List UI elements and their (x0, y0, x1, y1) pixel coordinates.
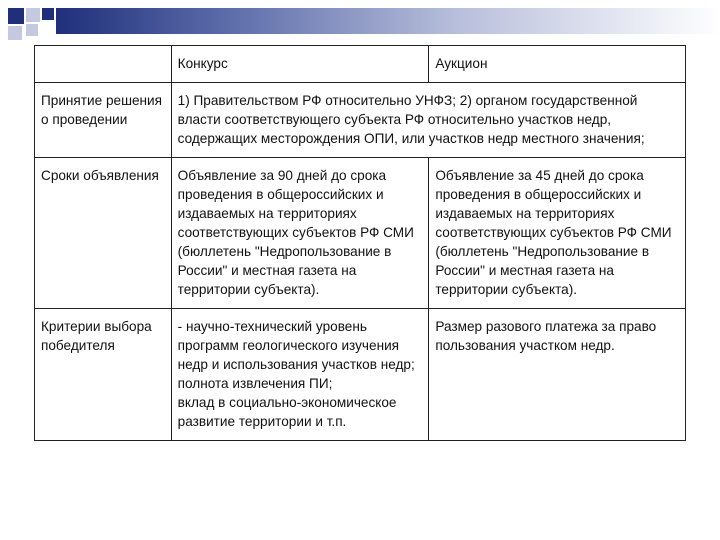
konkurs-cell (171, 309, 429, 441)
row-label: Критерии выбора победителя (35, 309, 172, 441)
auktsion-cell: Объявление за 45 дней до срока проведения в общероссийских и издаваемых на территориях соответствующих субъектов РФ СМИ (бюллетень "Недропользование в России" и местная газета на территории субъекта). (429, 158, 686, 309)
header-cell-empty (35, 46, 172, 83)
row-label: Принятие решения о проведении (35, 83, 172, 158)
criteria-item: полнота извлечения ПИ; (177, 376, 333, 391)
comparison-table (34, 45, 686, 441)
header-cell-konkurs: Конкурс (171, 46, 429, 83)
criteria-item: - научно-технический уровень программ геологического изучения недр и использования участков недр; (177, 319, 415, 372)
decor-square (8, 8, 24, 24)
slide-header-decoration (0, 0, 720, 48)
auktsion-cell: Размер разового платежа за право пользования участком недр. (429, 309, 686, 441)
table-row (35, 309, 686, 441)
decor-square (8, 26, 22, 40)
merged-cell: 1) Правительством РФ относительно УНФЗ; 2) органом государственной власти соответствующего субъекта РФ относительно участков недр, содержащих месторождения ОПИ, или участков недр местного значения; (171, 83, 685, 158)
decor-square (26, 24, 38, 36)
decor-square (42, 8, 54, 20)
decor-square (26, 8, 40, 22)
konkurs-cell: Объявление за 90 дней до срока проведения в общероссийских и издаваемых на территориях соответствующих субъектов РФ СМИ (бюллетень "Недропользование в России" и местная газета на территории субъекта). (171, 158, 429, 309)
table-row (35, 83, 686, 158)
table-row (35, 158, 686, 309)
criteria-item: вклад в социально-экономическое развитие территории и т.п. (177, 395, 397, 429)
row-label: Сроки объявления (35, 158, 172, 309)
table-header-row (35, 46, 686, 83)
header-gradient-bar (56, 8, 720, 34)
header-cell-auktsion: Аукцион (429, 46, 686, 83)
